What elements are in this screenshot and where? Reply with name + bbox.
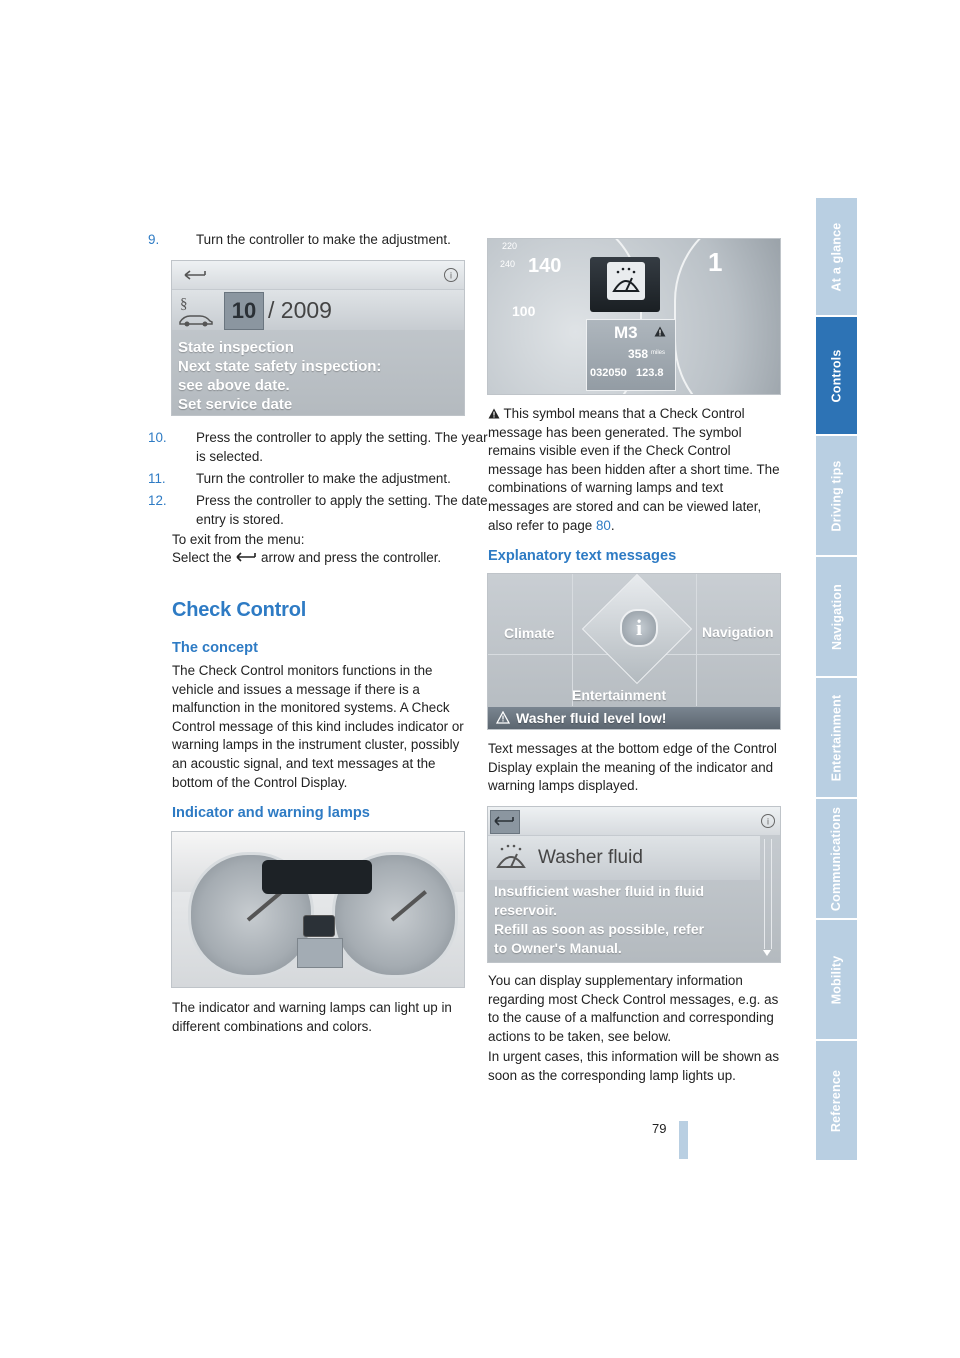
screen-line-1: State inspection (178, 339, 294, 356)
info-icon[interactable]: i (620, 609, 658, 647)
year-field[interactable]: / 2009 (268, 297, 332, 323)
heading-indicator-lamps: Indicator and warning lamps (172, 805, 370, 821)
menu-navigation[interactable]: Navigation (702, 624, 774, 640)
washer-fluid-icon (494, 841, 528, 873)
day-field[interactable]: 10 (224, 292, 264, 330)
menu-paragraph: Text messages at the bottom edge of the Control Display explain the meaning of the indicator and warning lamps displayed. (488, 741, 777, 794)
svg-text:i: i (450, 270, 452, 281)
detail-line-2: reservoir. (494, 902, 558, 918)
cluster-display (297, 938, 343, 968)
detail-line-3: Refill as soon as possible, refer (494, 921, 705, 937)
washer-fluid-detail-screen (487, 806, 781, 963)
back-arrow-icon (235, 551, 257, 563)
info-icon[interactable] (760, 813, 776, 829)
detail-line-1: Insufficient washer fluid in fluid (494, 883, 705, 899)
svg-text:§: § (180, 296, 188, 312)
service-date-screen (171, 260, 465, 416)
tab-communications[interactable]: Communications (816, 799, 857, 918)
cluster-closeup-image: 220 240 140 100 1 M3 358 miles 032050 123.8 (487, 238, 781, 395)
page-number: 79 (652, 1121, 667, 1136)
warning-triangle-icon (488, 408, 500, 419)
instrument-cluster-image (171, 831, 465, 988)
tab-navigation[interactable]: Navigation (816, 557, 857, 676)
chapter-tabs (816, 198, 857, 1160)
symbol-paragraph: This symbol means that a Check Control message has been generated. The symbol remains visible even if the Check Control message has been hidden after a short time. The combinations of warning lamps and text messages are stored and can be viewed later, also refer to page 80. (488, 406, 780, 533)
tab-at-a-glance[interactable]: At a glance (816, 198, 857, 315)
back-arrow-icon[interactable] (493, 815, 515, 827)
menu-climate[interactable]: Climate (504, 625, 555, 641)
screen-line-4[interactable]: Set service date (178, 396, 293, 413)
warning-triangle-icon (654, 326, 666, 337)
detail-line-4: to Owner's Manual. (494, 940, 622, 956)
scroll-down-icon[interactable] (762, 949, 772, 957)
heading-explanatory: Explanatory text messages (488, 548, 677, 564)
washer-fluid-message[interactable]: Washer fluid level low! (516, 710, 667, 726)
screen-line-2: Next state safety inspection: (178, 358, 382, 375)
screen-header (488, 807, 780, 835)
step-9: 9. Turn the controller to make the adjustment. (148, 232, 451, 247)
warning-lamp (303, 915, 335, 937)
menu-entertainment[interactable]: Entertainment (572, 687, 667, 703)
tab-mobility[interactable]: Mobility (816, 920, 857, 1039)
page-marker (679, 1121, 688, 1159)
tab-reference[interactable]: Reference (816, 1041, 857, 1160)
supplementary-paragraph: You can display supplementary information regarding most Check Control messages, e.g. as to the cause of a malfunction and corresponding actions to be taken, see below. (488, 973, 779, 1044)
svg-text:i: i (767, 816, 769, 827)
control-display-menu (487, 573, 781, 730)
step-11: 11. Turn the controller to make the adjustment. (148, 471, 451, 486)
screen-line-3: see above date. (178, 377, 290, 394)
concept-paragraph: The Check Control monitors functions in the vehicle and issues a message if there is a malfunction in the monitored systems. A Check Control message of this kind includes indicator or warning lamps in the instrument cluster, possibly an acoustic signal, and text messages at the bottom of the Control Display. (172, 663, 464, 790)
tab-driving-tips[interactable]: Driving tips (816, 436, 857, 555)
scrollbar[interactable] (764, 839, 772, 949)
step-12: 12. Press the controller to apply the setting. The date entry is stored. (148, 493, 488, 527)
heading-check-control: Check Control (172, 599, 307, 621)
speed-label: 140 (528, 255, 562, 277)
indicator-lamp-panel (262, 860, 372, 894)
urgent-paragraph: In urgent cases, this information will be shown as soon as the corresponding lamp lights up. (488, 1049, 780, 1083)
rpm-label: 1 (708, 247, 723, 277)
detail-title: Washer fluid (538, 847, 643, 868)
tab-controls[interactable]: Controls (816, 317, 857, 434)
screen-header (172, 261, 464, 289)
lamps-paragraph: The indicator and warning lamps can light up in different combinations and colors. (172, 1000, 452, 1034)
warning-triangle-icon (496, 711, 510, 724)
step-10: 10. Press the controller to apply the setting. The year is selected. (148, 430, 488, 464)
inspection-car-icon (176, 294, 216, 328)
info-icon[interactable] (443, 267, 459, 283)
exit-instruction-2: Select the arrow and press the controller. (172, 550, 442, 565)
heading-concept: The concept (172, 640, 258, 656)
washer-fluid-warning-icon (606, 261, 646, 301)
back-arrow-icon[interactable] (182, 268, 208, 282)
page-link-80[interactable]: 80 (595, 517, 611, 533)
exit-instruction-1: To exit from the menu: (172, 532, 305, 547)
tab-entertainment[interactable]: Entertainment (816, 678, 857, 797)
tachometer-dial (674, 238, 781, 395)
